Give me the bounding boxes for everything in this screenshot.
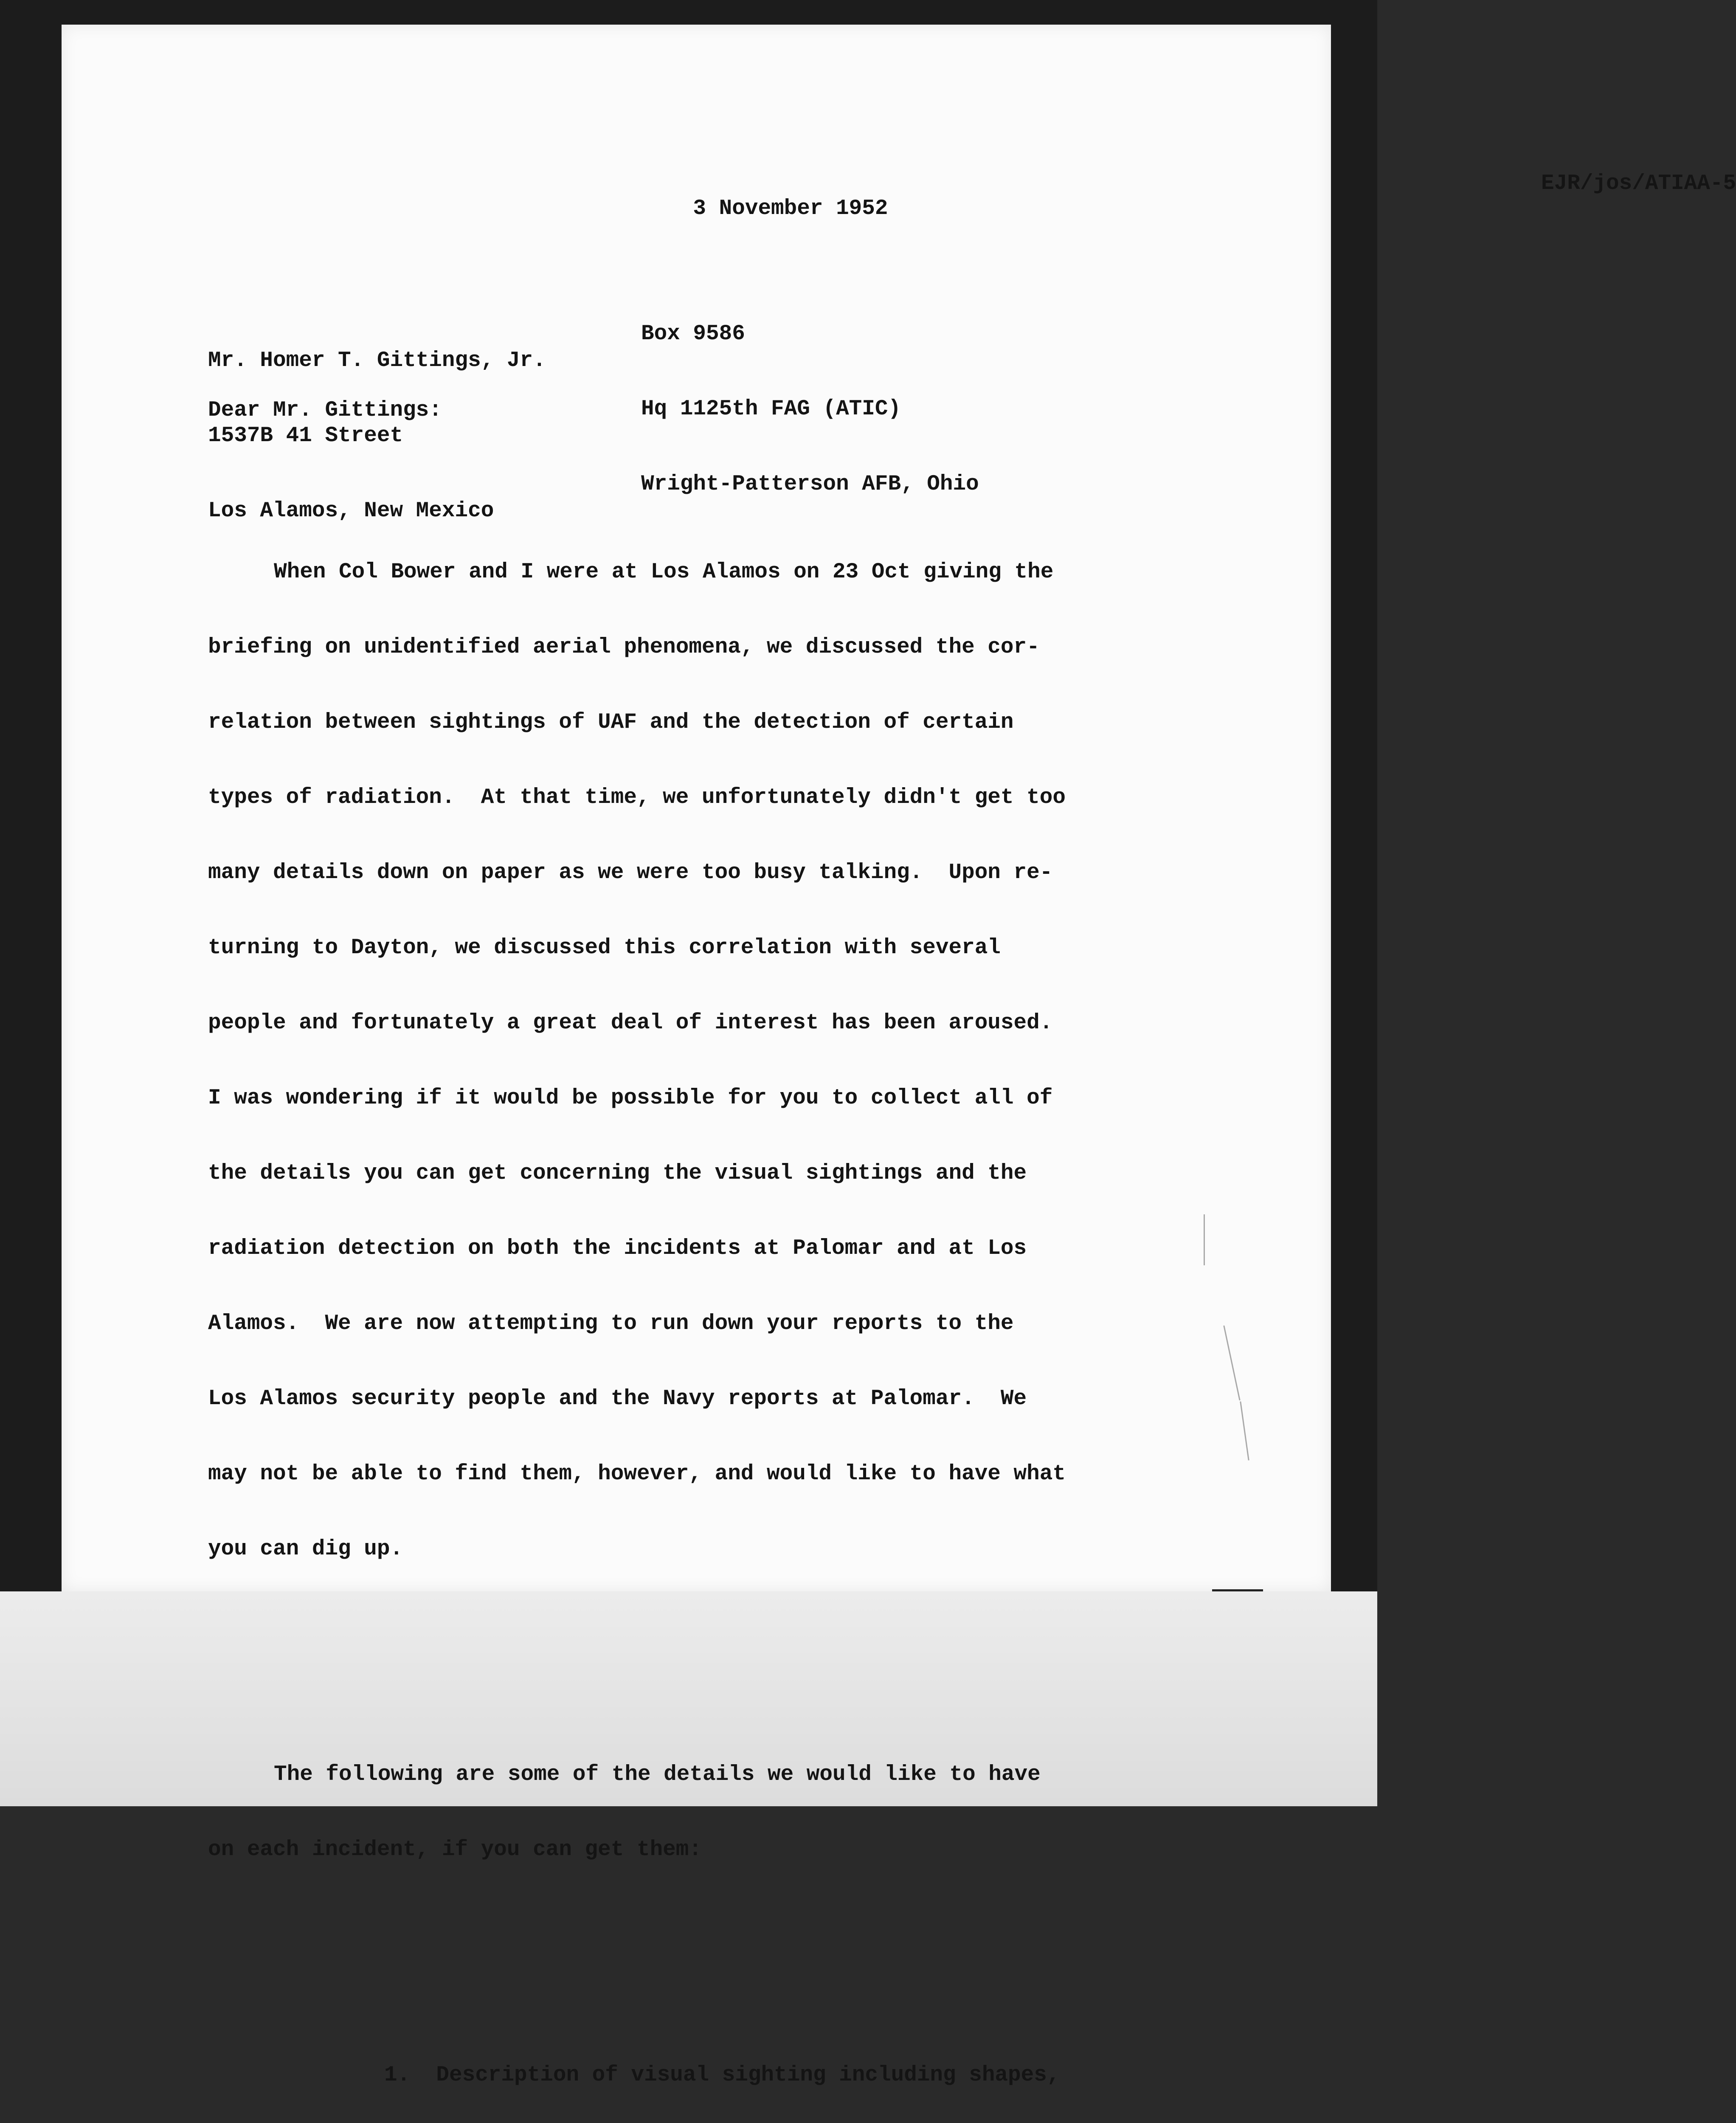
- recipient-city: Los Alamos, New Mexico: [208, 499, 494, 523]
- scan-edge-mark: [1212, 1589, 1263, 1591]
- body-line: people and fortunately a great deal of interest has been aroused.: [208, 1011, 1053, 1035]
- sender-box: Box 9586: [641, 322, 745, 346]
- salutation: Dear Mr. Gittings:: [208, 398, 442, 422]
- body-line: radiation detection on both the incidents at Palomar and at Los: [208, 1236, 1027, 1261]
- body-line: 1. Description of visual sighting including shapes,: [384, 2063, 1060, 2087]
- reference-code: EJR/jos/ATIAA-5: [1541, 172, 1736, 196]
- body-line: you can dig up.: [208, 1537, 403, 1561]
- body-line: I was wondering if it would be possible for you to collect all of: [208, 1086, 1053, 1110]
- paragraph-details-intro: [208, 1712, 1138, 1912]
- sender-base: Wright-Patterson AFB, Ohio: [641, 472, 979, 496]
- sender-unit: Hq 1125th FAG (ATIC): [641, 397, 901, 421]
- body-line: The following are some of the details we would like to have: [274, 1763, 1041, 1787]
- body-line: types of radiation. At that time, we unfortunately didn't get too: [208, 786, 1066, 810]
- letter-date: 3 November 1952: [693, 197, 888, 221]
- body-line: on each incident, if you can get them:: [208, 1838, 702, 1862]
- scan-scratch: [1204, 1214, 1205, 1265]
- body-line: When Col Bower and I were at Los Alamos on 23 Oct giving the: [274, 560, 1054, 584]
- body-line: may not be able to find them, however, and would like to have what: [208, 1462, 1066, 1486]
- paragraph-intro: [208, 510, 1138, 1612]
- recipient-street: 1537B 41 Street: [208, 424, 403, 448]
- body-line: Los Alamos security people and the Navy reports at Palomar. We: [208, 1387, 1027, 1411]
- recipient-name: Mr. Homer T. Gittings, Jr.: [208, 349, 546, 373]
- body-line: many details down on paper as we were too busy talking. Upon re-: [208, 861, 1053, 885]
- body-line: relation between sightings of UAF and the detection of certain: [208, 710, 1014, 735]
- letter-body: [208, 459, 1138, 2123]
- body-line: the details you can get concerning the visual sightings and the: [208, 1161, 1027, 1185]
- list-item-1: [208, 2013, 1138, 2123]
- body-line: briefing on unidentified aerial phenomena, we discussed the cor-: [208, 635, 1040, 659]
- body-line: turning to Dayton, we discussed this correlation with several: [208, 936, 1001, 960]
- body-line: Alamos. We are now attempting to run down your reports to the: [208, 1312, 1014, 1336]
